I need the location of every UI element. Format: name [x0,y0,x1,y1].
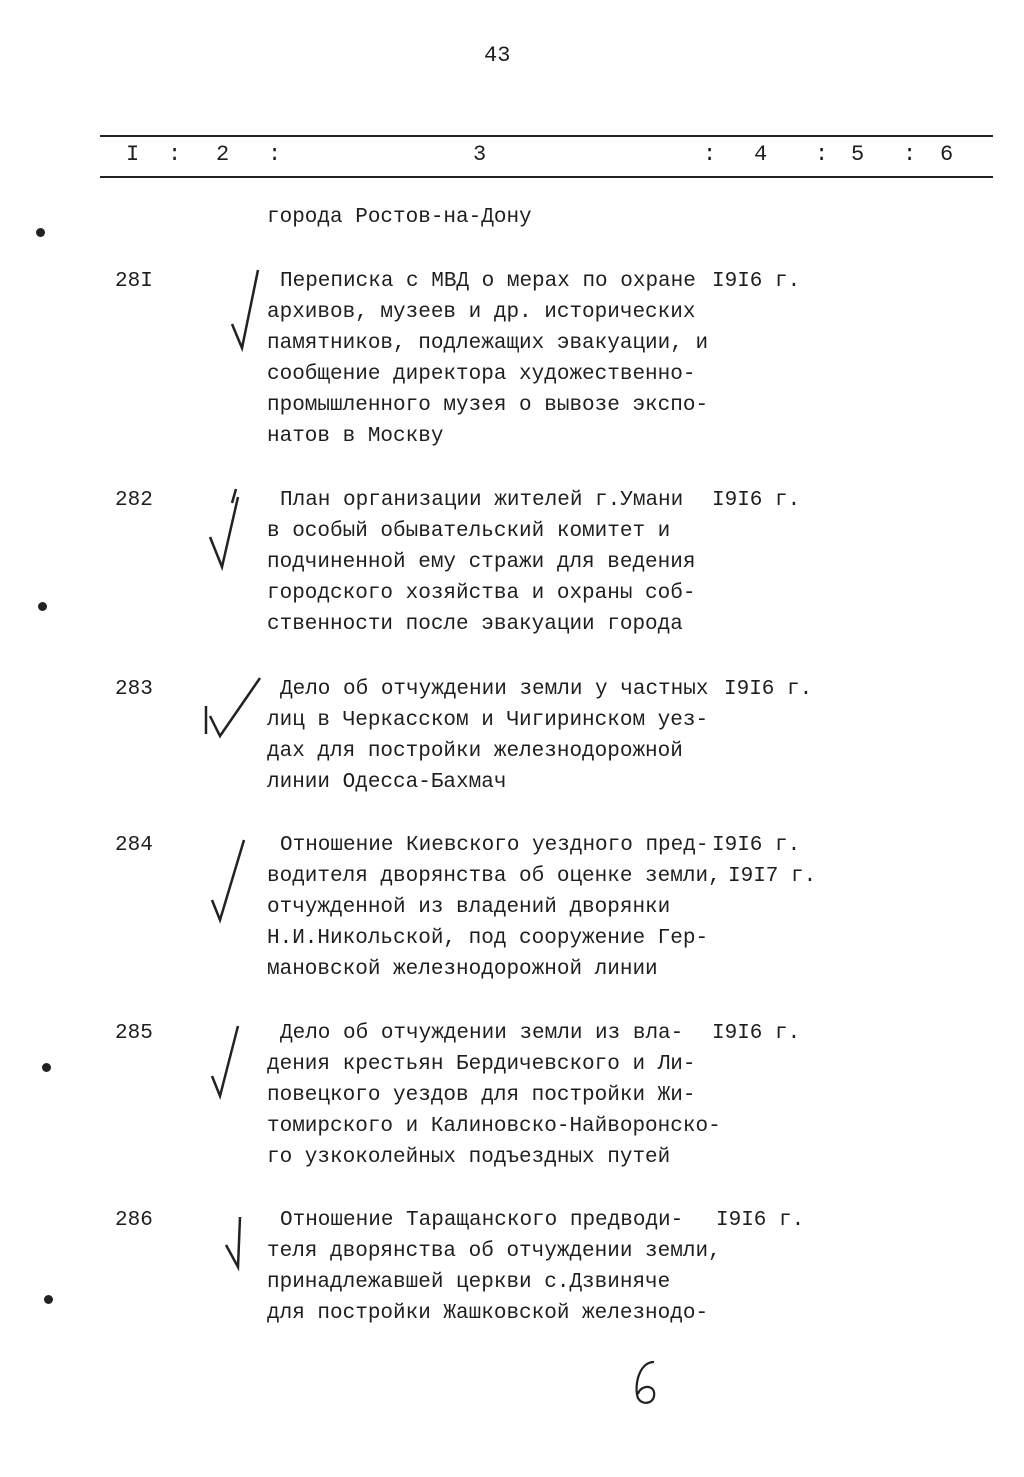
binding-hole-icon [42,1063,51,1072]
entry-year [716,1205,804,1236]
description-line: лиц в Черкасском и Чигиринском уез- [267,709,709,732]
description-line: Переписка с МВД о мерах по охране [280,270,696,293]
description-line: го узкоколейных подъездных путей [267,1146,671,1169]
entry-number: 28I [115,270,153,293]
year-line: I9I6 г. [712,834,801,857]
handwritten-mark [628,1358,668,1408]
binding-hole-icon [36,228,45,237]
description-line: дения крестьян Бердичевского и Ли- [267,1053,696,1076]
entry-description [267,266,708,452]
checkmark-icon [198,485,268,575]
checkmark-icon [198,1205,268,1285]
year-line: I9I6 г. [712,489,801,512]
header-col-1: I [126,142,140,167]
description-line: Отношение Киевского уездного пред- [280,834,709,857]
description-line: принадлежавшей церкви с.Дзвиняче [267,1271,671,1294]
description-line: промышленного музея о вывозе экспо- [267,394,709,417]
entry-number: 282 [115,489,153,512]
description-line: сообщение директора художественно- [267,363,696,386]
description-line: водителя дворянства об оценке земли, [267,865,721,888]
checkmark-icon [198,1018,268,1108]
description-line: городского хозяйства и охраны соб- [267,582,696,605]
description-line: теля дворянства об отчуждении земли, [267,1240,721,1263]
entry-description [267,1205,721,1329]
description-line: для постройки Жашковской железнодо- [267,1302,709,1325]
inventory-entry [0,1018,1024,1198]
checkmark-icon [198,830,268,930]
page-number: 43 [484,43,511,68]
entry-year [712,1018,800,1049]
description-line: Дело об отчуждении земли из вла- [280,1022,684,1045]
entry-year [712,266,800,297]
entry-description [267,830,721,985]
description-line: натов в Москву [267,425,444,448]
header-sep: : [903,142,917,167]
description-line: Отношение Таращанского предводи- [280,1209,684,1232]
header-col-6: 6 [940,142,954,167]
description-line: подчиненной ему стражи для ведения [267,551,696,574]
description-line: повецкого уездов для постройки Жи- [267,1084,696,1107]
header-col-4: 4 [754,142,768,167]
description-line: отчужденной из владений дворянки [267,896,671,919]
entry-description [267,674,708,798]
inventory-entry [0,485,1024,665]
header-col-3: 3 [473,142,487,167]
year-line: I9I6 г. [712,270,801,293]
header-sep: : [168,142,182,167]
header-col-2: 2 [216,142,230,167]
description-line: Дело об отчуждении земли у частных [280,678,709,701]
entry-number: 283 [115,678,153,701]
binding-hole-icon [38,602,47,611]
entry-number: 286 [115,1209,153,1232]
header-sep: : [268,142,282,167]
header-col-5: 5 [851,142,865,167]
entry-description [267,485,695,640]
description-line: дах для постройки железнодорожной [267,740,683,763]
year-line: I9I6 г. [716,1209,805,1232]
description-line: ственности после эвакуации города [267,613,683,636]
description-line: томирского и Калиновско-Найворонско- [267,1115,721,1138]
entry-number: 284 [115,834,153,857]
description-line: линии Одесса-Бахмач [267,771,507,794]
description-line: План организации жителей г.Умани [280,489,684,512]
entry-year [712,830,817,892]
entry-year [712,485,800,516]
inventory-entry [0,830,1024,1010]
continuation-line: города Ростов-на-Дону [267,206,532,229]
description-line: в особый обывательский комитет и [267,520,671,543]
inventory-entry [0,266,1024,446]
checkmark-icon [198,266,268,356]
entry-description [267,1018,721,1173]
header-sep: : [815,142,829,167]
year-line: I9I7 г. [728,865,817,888]
description-line: Н.И.Никольской, под сооружение Гер- [267,927,709,950]
description-line: памятников, подлежащих эвакуации, и [267,332,709,355]
header-rule-top [100,135,993,137]
header-rule-bottom [100,176,993,178]
year-line: I9I6 г. [712,1022,801,1045]
inventory-entry [0,674,1024,854]
description-line: архивов, музеев и др. исторических [267,301,696,324]
year-line: I9I6 г. [724,678,813,701]
inventory-entry [0,1205,1024,1385]
header-sep: : [703,142,717,167]
binding-hole-icon [44,1295,53,1304]
entry-year [724,674,812,705]
description-line: мановской железнодорожной линии [267,958,658,981]
entry-number: 285 [115,1022,153,1045]
checkmark-icon [198,674,268,764]
